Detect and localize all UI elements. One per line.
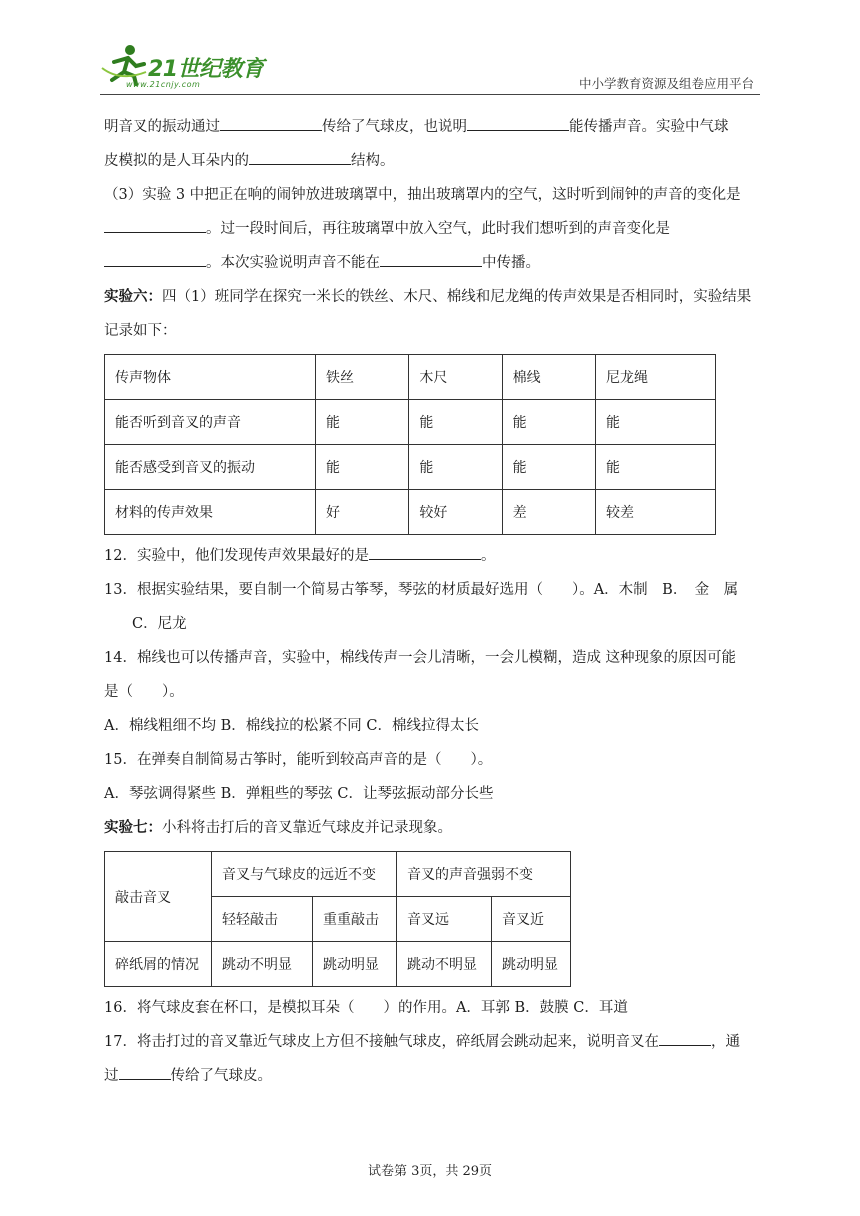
text: 过 — [104, 1068, 119, 1084]
text: A．琴弦调得紧些 B．弹粗些的琴弦 C．让琴弦振动部分长些 — [104, 786, 494, 802]
table-cell: 音叉近 — [492, 897, 571, 942]
table-row — [105, 445, 716, 490]
text: 15．在弹奏自制简易古筝时，能听到较高声音的是（ ）。 — [104, 752, 493, 768]
table-cell: 能 — [595, 445, 715, 490]
logo — [100, 42, 270, 92]
text: C．尼龙 — [132, 616, 187, 632]
question-17 — [104, 1025, 756, 1059]
exp6-intro — [104, 280, 756, 348]
table-row — [105, 400, 716, 445]
answer-blank[interactable] — [369, 544, 481, 560]
answer-blank[interactable] — [119, 1064, 171, 1080]
table-cell: 棉线 — [502, 355, 595, 400]
exp6-table — [104, 354, 716, 535]
table-cell: 音叉与气球皮的远近不变 — [212, 852, 397, 897]
table-cell: 跳动不明显 — [212, 942, 313, 987]
table-cell: 能否听到音叉的声音 — [105, 400, 316, 445]
table-cell: 材料的传声效果 — [105, 490, 316, 535]
logo-text: 21世纪教育 — [148, 57, 264, 82]
logo-url: www.21cnjy.com — [126, 80, 201, 89]
exp7-table — [104, 851, 571, 987]
table-cell: 能 — [502, 445, 595, 490]
table-cell: 能 — [316, 445, 409, 490]
text: 是（ ）。 — [104, 684, 184, 700]
document-body — [104, 110, 756, 1093]
text: 小科将击打后的音叉靠近气球皮并记录现象。 — [162, 820, 452, 836]
text: 14．棉线也可以传播声音，实验中，棉线传声一会儿清晰，一会儿模糊，造成 这种现象的原因可能 — [104, 650, 737, 666]
table-cell: 能 — [316, 400, 409, 445]
answer-blank[interactable] — [104, 251, 206, 267]
answer-blank[interactable] — [467, 115, 569, 131]
text: 16．将气球皮套在杯口，是模拟耳朵（ ）的作用。A．耳郭 B．鼓膜 C．耳道 — [104, 1000, 628, 1016]
answer-blank[interactable] — [380, 251, 482, 267]
text: 结构。 — [351, 153, 395, 169]
q3-line-3 — [104, 246, 756, 280]
table-cell: 传声物体 — [105, 355, 316, 400]
text: 四（1）班同学在探究一米长的铁丝、木尺、棉线和尼龙绳的传声效果是否相同时，实验结果记录如下： — [104, 289, 752, 339]
table-cell: 跳动不明显 — [397, 942, 492, 987]
text: 13．根据实验结果，要自制一个简易古筝琴，琴弦的材质最好选用（ ）。A．木制 B． 金 属 — [104, 582, 739, 598]
table-cell: 能 — [502, 400, 595, 445]
exp7-label: 实验七： — [104, 819, 162, 836]
text: 。 — [480, 548, 496, 564]
table-cell: 敲击音叉 — [105, 852, 212, 942]
table-cell: 跳动明显 — [313, 942, 397, 987]
question-13-cont — [104, 607, 756, 641]
answer-blank[interactable] — [659, 1030, 711, 1046]
table-cell: 轻轻敲击 — [212, 897, 313, 942]
table-cell: 跳动明显 — [492, 942, 571, 987]
text: A．棉线粗细不均 B．棉线拉的松紧不同 C．棉线拉得太长 — [104, 718, 479, 734]
text: 传给了气球皮，也说明 — [322, 119, 467, 135]
question-13 — [104, 573, 756, 607]
text: 12．实验中，他们发现传声效果最好的是 — [104, 548, 369, 564]
q3-line-1 — [104, 178, 756, 212]
question-17-cont — [104, 1059, 756, 1093]
question-16 — [104, 991, 756, 1025]
table-row — [105, 490, 716, 535]
question-12 — [104, 539, 756, 573]
table-row — [105, 852, 571, 897]
q3-line-2 — [104, 212, 756, 246]
text: 传给了气球皮。 — [170, 1068, 272, 1084]
table-cell: 重重敲击 — [313, 897, 397, 942]
table-cell: 音叉的声音强弱不变 — [397, 852, 571, 897]
table-cell: 能 — [409, 400, 502, 445]
text: 中传播。 — [482, 255, 540, 271]
text: 。本次实验说明声音不能在 — [206, 255, 380, 271]
question-14 — [104, 641, 756, 675]
intro-line-1 — [104, 110, 756, 144]
answer-blank[interactable] — [249, 149, 351, 165]
table-cell: 好 — [316, 490, 409, 535]
page-header — [100, 38, 760, 95]
table-cell: 铁丝 — [316, 355, 409, 400]
table-row — [105, 355, 716, 400]
platform-name: 中小学教育资源及组卷应用平台 — [578, 76, 754, 91]
table-cell: 较差 — [595, 490, 715, 535]
page-footer: 试卷第 3页，共 29页 — [367, 1164, 493, 1179]
question-15-options — [104, 777, 756, 811]
text: 能传播声音。实验中气球 — [569, 119, 729, 135]
question-14-cont — [104, 675, 756, 709]
text: 皮模拟的是人耳朵内的 — [104, 153, 249, 169]
answer-blank[interactable] — [220, 115, 322, 131]
table-cell: 能 — [409, 445, 502, 490]
text: 。过一段时间后，再往玻璃罩中放入空气，此时我们想听到的声音变化是 — [206, 221, 670, 237]
answer-blank[interactable] — [104, 217, 206, 233]
text: （3）实验 3 中把正在响的闹钟放进玻璃罩中，抽出玻璃罩内的空气，这时听到闹钟的声音的变化是 — [104, 187, 741, 203]
text: 17．将击打过的音叉靠近气球皮上方但不接触气球皮，碎纸屑会跳动起来，说明音叉在 — [104, 1034, 659, 1050]
exp6-label: 实验六： — [104, 288, 162, 305]
text: ，通 — [710, 1034, 740, 1050]
table-cell: 尼龙绳 — [595, 355, 715, 400]
intro-line-2 — [104, 144, 756, 178]
table-cell: 较好 — [409, 490, 502, 535]
question-15 — [104, 743, 756, 777]
table-cell: 碎纸屑的情况 — [105, 942, 212, 987]
table-cell: 木尺 — [409, 355, 502, 400]
table-cell: 差 — [502, 490, 595, 535]
table-cell: 音叉远 — [397, 897, 492, 942]
text: 明音叉的振动通过 — [104, 119, 220, 135]
question-14-options — [104, 709, 756, 743]
table-cell: 能 — [595, 400, 715, 445]
exp7-intro — [104, 811, 756, 845]
table-cell: 能否感受到音叉的振动 — [105, 445, 316, 490]
table-row — [105, 942, 571, 987]
